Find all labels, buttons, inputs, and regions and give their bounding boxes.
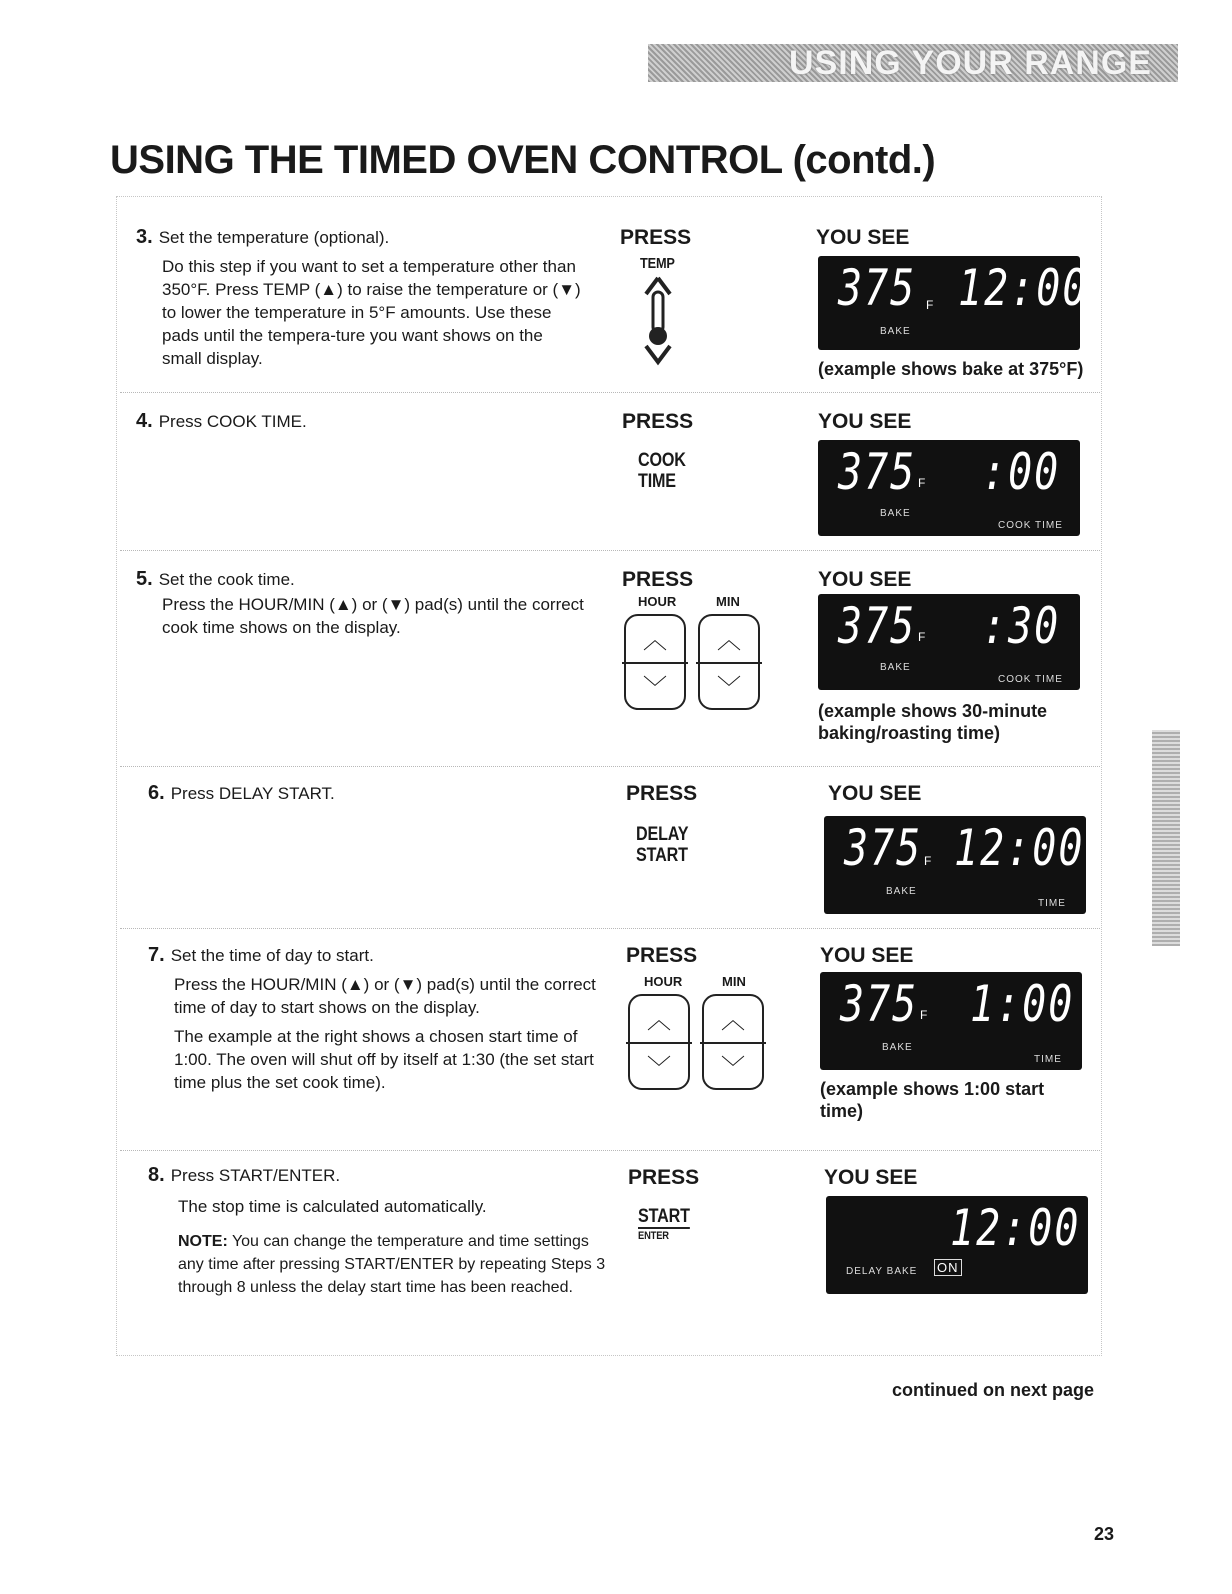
- cook-time-key[interactable]: [638, 450, 686, 492]
- key-line: COOK: [638, 450, 686, 471]
- continued-note: continued on next page: [892, 1380, 1095, 1400]
- up-arrow-icon[interactable]: ︿: [717, 627, 741, 654]
- min-pad[interactable]: [698, 614, 760, 710]
- step-number: 6.: [148, 782, 165, 804]
- step-4: [136, 410, 586, 433]
- key-line: START: [638, 1206, 690, 1227]
- temp-readout: 375: [838, 444, 917, 502]
- delay-start-key[interactable]: [636, 824, 688, 866]
- key-line: TIME: [638, 471, 676, 492]
- press-label: PRESS: [628, 1166, 700, 1189]
- temp-key[interactable]: TEMP: [640, 255, 675, 272]
- time-readout: 1:00: [970, 976, 1075, 1034]
- page-number: 23: [1094, 1524, 1115, 1544]
- bake-indicator: BAKE: [880, 662, 911, 673]
- oven-display: [818, 256, 1089, 350]
- divider: [120, 766, 1100, 767]
- hour-label: HOUR: [644, 974, 683, 989]
- temp-readout: 375: [844, 820, 923, 878]
- bake-indicator: BAKE: [880, 508, 911, 519]
- press-label: PRESS: [622, 410, 694, 433]
- min-pad[interactable]: [702, 994, 764, 1090]
- step-lead: Press DELAY START.: [170, 784, 335, 803]
- step-number: 7.: [148, 944, 165, 966]
- step-number: 4.: [136, 410, 153, 432]
- hour-label: HOUR: [638, 594, 677, 609]
- unit-label: F: [920, 1008, 928, 1022]
- down-arrow-icon[interactable]: ﹀: [721, 1055, 745, 1082]
- step-note: [178, 1230, 608, 1299]
- display-caption: (example shows 30-minute baking/roasting time): [818, 701, 1048, 743]
- you-see-label: YOU SEE: [818, 410, 912, 433]
- bake-indicator: BAKE: [882, 1042, 913, 1053]
- step-lead: Press START/ENTER.: [170, 1166, 341, 1185]
- divider: [120, 392, 1100, 393]
- step-3: [136, 226, 586, 370]
- time-readout: 12:00: [950, 1200, 1081, 1258]
- step-description: The stop time is calculated automatically.: [178, 1197, 487, 1216]
- oven-display: [818, 594, 1080, 690]
- oven-display: [820, 972, 1082, 1070]
- on-indicator: [934, 1260, 962, 1275]
- up-arrow-icon[interactable]: ︿: [647, 1007, 671, 1034]
- key-line-small: ENTER: [638, 1230, 669, 1242]
- step-8: [148, 1164, 608, 1299]
- min-label: MIN: [716, 594, 740, 609]
- on-text: ON: [934, 1259, 962, 1276]
- unit-label: F: [924, 854, 932, 868]
- hour-pad[interactable]: [628, 994, 690, 1090]
- press-label: PRESS: [626, 944, 698, 967]
- step-number: 8.: [148, 1164, 165, 1186]
- bake-indicator: BAKE: [880, 326, 911, 337]
- step-description: Press the HOUR/MIN (▲) or (▼) pad(s) until the correct cook time shows on the display.: [162, 595, 584, 637]
- step-lead: Press COOK TIME.: [158, 412, 307, 431]
- press-label: PRESS: [620, 226, 692, 249]
- section-header-band: [648, 44, 1178, 82]
- display-caption: (example shows bake at 375°F): [818, 359, 1084, 379]
- temp-readout: 375: [838, 598, 917, 656]
- time-readout: 12:00: [954, 820, 1085, 878]
- divider: [120, 550, 1100, 551]
- step-7: [148, 944, 598, 1094]
- step-5: [136, 568, 596, 639]
- step-description-2: The example at the right shows a chosen start time of 1:00. The oven will shut off by itself at 1:30 (the set start time plus the set cook time).: [174, 1027, 594, 1092]
- temp-readout: 375: [838, 260, 917, 318]
- unit-label: F: [926, 298, 934, 312]
- time-readout: :00: [982, 444, 1061, 502]
- time-indicator: TIME: [1038, 898, 1066, 909]
- step-description: Press the HOUR/MIN (▲) or (▼) pad(s) until the correct time of day to start shows on the display.: [174, 975, 596, 1017]
- section-header-text: USING YOUR RANGE: [789, 43, 1152, 82]
- start-enter-key[interactable]: [638, 1206, 690, 1243]
- step-lead: Set the time of day to start.: [170, 946, 374, 965]
- step-description: Do this step if you want to set a temperature other than 350°F. Press TEMP (▲) to raise the temperature or (▼) to lower the temperature in 5°F amounts. Use these pads until the tempera-ture you want shows on the small display.: [162, 257, 581, 368]
- step-lead: Set the cook time.: [158, 570, 295, 589]
- down-arrow-icon[interactable]: ﹀: [717, 675, 741, 702]
- you-see-label: YOU SEE: [828, 782, 922, 805]
- note-text: You can change the temperature and time settings any time after pressing START/ENTER by repeating Steps 3 through 8 unless the delay start time has been reached.: [178, 1233, 606, 1296]
- unit-label: F: [918, 476, 926, 490]
- display-caption: (example shows 1:00 start time): [820, 1079, 1045, 1121]
- down-arrow-icon[interactable]: ﹀: [643, 675, 667, 702]
- step-number: 3.: [136, 226, 153, 248]
- divider: [120, 1150, 1100, 1151]
- down-arrow-icon[interactable]: ﹀: [647, 1055, 671, 1082]
- unit-label: F: [918, 630, 926, 644]
- hour-min-pads: [628, 974, 778, 1094]
- cook-time-indicator: COOK TIME: [998, 674, 1063, 685]
- you-see-label: YOU SEE: [818, 568, 912, 591]
- key-line: DELAY: [636, 824, 689, 845]
- note-label: NOTE:: [178, 1233, 228, 1250]
- you-see-label: YOU SEE: [820, 944, 914, 967]
- side-index-tab: [1152, 730, 1180, 946]
- you-see-label: YOU SEE: [824, 1166, 918, 1189]
- time-readout: :30: [982, 598, 1061, 656]
- bake-indicator: BAKE: [886, 886, 917, 897]
- temp-readout: 375: [840, 976, 919, 1034]
- up-arrow-icon[interactable]: ︿: [643, 627, 667, 654]
- oven-display: [824, 816, 1086, 914]
- thermometer-icon[interactable]: [638, 276, 678, 366]
- step-number: 5.: [136, 568, 153, 590]
- key-line: START: [636, 845, 688, 866]
- time-readout: 12:00: [958, 260, 1089, 318]
- press-label: PRESS: [626, 782, 698, 805]
- you-see-label: YOU SEE: [816, 226, 910, 249]
- page-title: USING THE TIMED OVEN CONTROL (contd.): [110, 138, 936, 182]
- oven-display: [818, 440, 1080, 536]
- oven-display: [826, 1196, 1088, 1294]
- divider: [120, 928, 1100, 929]
- step-6: [148, 782, 598, 805]
- hour-pad[interactable]: [624, 614, 686, 710]
- press-label: PRESS: [622, 568, 694, 591]
- time-indicator: TIME: [1034, 1054, 1062, 1065]
- hour-min-pads: [624, 594, 774, 714]
- delay-bake-indicator: DELAY BAKE: [846, 1266, 918, 1277]
- cook-time-indicator: COOK TIME: [998, 520, 1063, 531]
- up-arrow-icon[interactable]: ︿: [721, 1007, 745, 1034]
- min-label: MIN: [722, 974, 746, 989]
- step-lead: Set the temperature (optional).: [158, 228, 390, 247]
